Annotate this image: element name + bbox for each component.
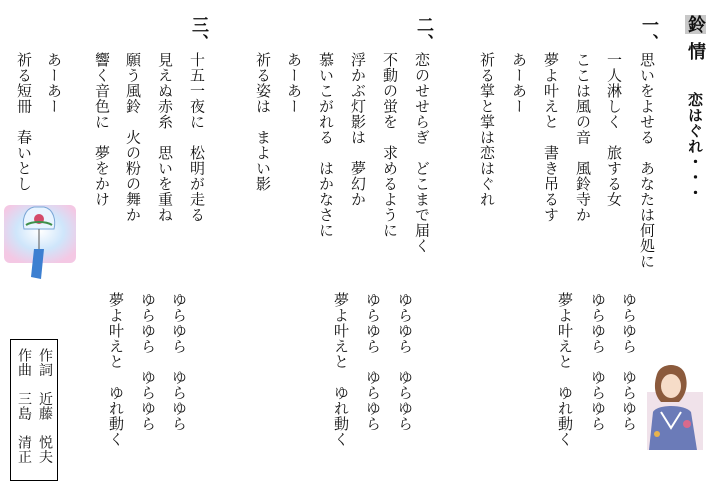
kimono-woman-image bbox=[639, 362, 703, 450]
song-title bbox=[686, 15, 704, 60]
verse3-line: あーあー bbox=[45, 52, 63, 114]
verse1-line: 思いをよせる あなたは何処に bbox=[638, 52, 656, 269]
chorus3-line: ゆらゆら ゆらゆら bbox=[170, 292, 188, 432]
verse2-number: 二、 bbox=[413, 16, 433, 51]
chorus3-line: ゆらゆら ゆらゆら bbox=[139, 292, 157, 432]
verse1-line: あーあー bbox=[510, 52, 528, 114]
verse2-line: 祈る姿は まよい影 bbox=[254, 52, 272, 192]
chorus1-line: 夢よ叶えと ゆれ動く bbox=[556, 292, 574, 447]
verse2-line: 慕いこがれる はかなさに bbox=[317, 52, 335, 238]
furin-wind-chime-image bbox=[4, 199, 76, 281]
verse2-line: あーあー bbox=[285, 52, 303, 114]
verse2-line: 不動の蛍を 求めるように bbox=[381, 52, 399, 238]
credits-box bbox=[10, 339, 58, 481]
song-subtitle: 恋はぐれ・・・ bbox=[686, 92, 704, 201]
verse2-line: 恋のせせらぎ どこまで届く bbox=[413, 52, 431, 254]
title-second-char: 情 bbox=[685, 41, 706, 60]
chorus2-line: 夢よ叶えと ゆれ動く bbox=[332, 292, 350, 447]
chorus1-line: ゆらゆら ゆらゆら bbox=[620, 292, 638, 432]
verse2-line: 浮かぶ灯影は 夢幻か bbox=[349, 52, 367, 207]
chorus1-line: ゆらゆら ゆらゆら bbox=[589, 292, 607, 432]
chorus2-line: ゆらゆら ゆらゆら bbox=[396, 292, 414, 432]
composer-credit: 作曲 三島 清正 bbox=[16, 348, 32, 464]
verse3-line: 祈る短冊 春いとし bbox=[15, 52, 33, 192]
lyricist-credit: 作詞 近藤 悦夫 bbox=[37, 348, 53, 464]
verse3-line: 見えぬ赤糸 思いを重ね bbox=[156, 52, 174, 223]
verse3-line: 十五一夜に 松明が走る bbox=[188, 52, 206, 223]
verse1-number: 一、 bbox=[638, 16, 658, 51]
verse1-line: 一人淋しく 旅する女 bbox=[605, 52, 623, 207]
verse3-line: 願う風鈴 火の粉の舞か bbox=[124, 52, 142, 223]
verse1-line: ここは風の音 風鈴寺か bbox=[574, 52, 592, 223]
chorus2-line: ゆらゆら ゆらゆら bbox=[364, 292, 382, 432]
verse3-number: 三、 bbox=[188, 16, 208, 51]
verse1-line: 祈る掌と掌は恋はぐれ bbox=[478, 52, 496, 207]
title-first-char: 鈴 bbox=[685, 15, 706, 34]
verse3-line: 響く音色に 夢をかけ bbox=[93, 52, 111, 207]
verse1-line: 夢よ叶えと 書き吊るす bbox=[542, 52, 560, 223]
chorus3-line: 夢よ叶えと ゆれ動く bbox=[107, 292, 125, 447]
